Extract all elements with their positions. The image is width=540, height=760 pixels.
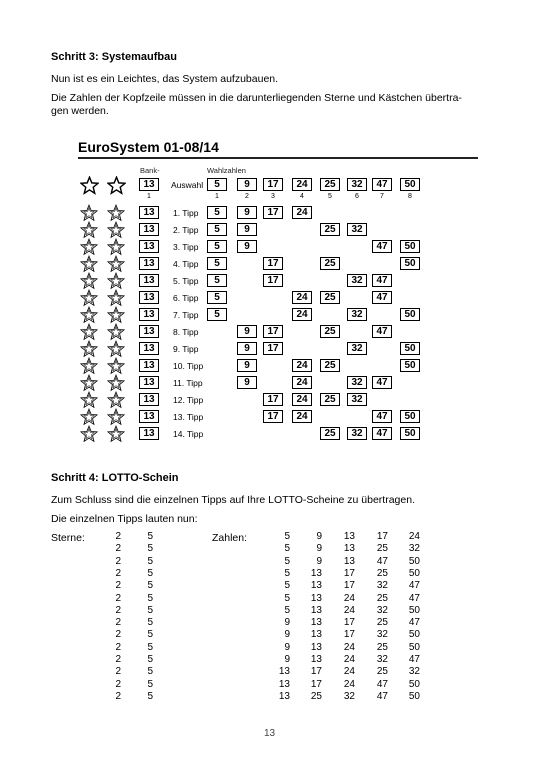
tip-star-value: 5 [147,654,153,665]
tip-star-value: 2 [115,678,121,690]
row-star-icon [80,204,98,222]
row-star-icon [107,204,125,222]
row-star-icon [107,391,125,409]
tipp-number-box: 9 [237,206,257,219]
row-star-icon [80,272,98,290]
tipp-number-box: 47 [372,427,392,440]
tip-number-value: 32 [408,666,420,678]
tip-number-value: 17 [310,678,322,690]
tipp-label: 12. Tipp [173,395,204,405]
tipp-number-box: 5 [207,257,227,270]
row-bank-box: 13 [139,308,159,321]
row-star-icon [80,425,98,443]
row-star-icon [80,238,98,256]
wahlzahlen-label: Wahlzahlen [207,166,246,175]
bank-index: 1 [147,193,151,200]
tipp-number-box: 17 [263,325,283,338]
tip-number-value: 13 [278,666,290,678]
tip-number-value: 32 [408,543,420,555]
tip-number-value: 47 [408,592,420,604]
tipp-number-box: 17 [263,410,283,423]
tip-number-value: 50 [408,641,420,653]
tip-number-value: 50 [408,604,420,616]
row-star-icon [80,408,98,426]
tip-number-value: 5 [284,543,290,555]
tipp-number-box: 17 [263,393,283,406]
row-star-icon [80,306,98,324]
row-star-icon [107,323,125,341]
tip-star-value: 2 [115,604,121,616]
tipp-number-box: 24 [292,359,312,372]
tipp-number-box: 5 [207,223,227,236]
row-bank-box: 13 [139,325,159,338]
row-star-icon [80,357,98,375]
system-title: EuroSystem 01-08/14 [78,139,219,155]
tip-number-value: 32 [376,580,388,592]
row-bank-box: 13 [139,427,159,440]
tipp-number-box: 9 [237,376,257,389]
tip-star-value: 2 [115,641,121,653]
tip-number-value: 24 [343,604,355,616]
tipp-number-box: 9 [237,325,257,338]
tip-star-value: 2 [115,690,121,702]
tipp-number-box: 25 [320,393,340,406]
header-star-icon [80,176,99,195]
tipp-number-box: 17 [263,274,283,287]
tip-number-value: 32 [376,629,388,641]
tip-number-value: 50 [408,690,420,702]
tipp-number-box: 5 [207,240,227,253]
tip-star-value: 2 [115,654,121,665]
tip-number-value: 5 [284,580,290,592]
tipp-label: 9. Tipp [173,344,199,354]
tip-number-value: 24 [343,654,355,665]
tip-number-value: 47 [408,654,420,665]
tipp-number-box: 47 [372,325,392,338]
tipp-number-box: 50 [400,308,420,321]
tip-star-value: 2 [115,666,121,678]
row-star-icon [80,391,98,409]
tip-number-value: 13 [343,531,355,542]
header-bank-box: 13 [139,178,159,191]
tip-number-value: 47 [376,555,388,567]
tip-number-value: 17 [343,629,355,641]
tipp-number-box: 24 [292,376,312,389]
tipp-label: 4. Tipp [173,259,199,269]
tipp-number-box: 25 [320,257,340,270]
tip-star-value: 2 [115,617,121,629]
tip-star-value: 2 [115,555,121,567]
step4-paragraph-2: Die einzelnen Tipps lauten nun: [51,513,198,525]
tipp-number-box: 32 [347,427,367,440]
tip-star-value: 5 [147,543,153,555]
tipp-number-box: 50 [400,410,420,423]
tip-number-value: 24 [343,678,355,690]
tipp-number-box: 17 [263,206,283,219]
tip-star-value: 2 [115,531,121,542]
column-index: 1 [215,193,219,200]
tip-number-value: 9 [316,531,322,542]
tipp-number-box: 9 [237,240,257,253]
step3-paragraph-2-line2: gen werden. [51,105,109,117]
tipp-number-box: 32 [347,223,367,236]
tip-number-value: 5 [284,592,290,604]
row-star-icon [107,255,125,273]
tip-number-value: 32 [376,654,388,665]
row-star-icon [107,221,125,239]
tip-star-value: 5 [147,678,153,690]
step3-heading: Schritt 3: Systemaufbau [51,51,177,63]
tip-number-value: 13 [343,555,355,567]
row-star-icon [80,323,98,341]
tipp-number-box: 47 [372,240,392,253]
tip-number-value: 17 [343,617,355,629]
tip-number-value: 13 [310,641,322,653]
tip-number-value: 5 [284,567,290,579]
tipp-number-box: 5 [207,308,227,321]
tipp-number-box: 5 [207,274,227,287]
tip-number-value: 9 [284,629,290,641]
tipp-number-box: 24 [292,206,312,219]
tipp-label: 10. Tipp [173,361,204,371]
tip-number-value: 5 [284,531,290,542]
tip-star-value: 5 [147,567,153,579]
tip-star-value: 5 [147,617,153,629]
tip-number-value: 25 [310,690,322,702]
tipp-number-box: 32 [347,342,367,355]
row-bank-box: 13 [139,393,159,406]
row-bank-box: 13 [139,223,159,236]
tip-number-value: 5 [284,604,290,616]
tipp-number-box: 50 [400,257,420,270]
row-bank-box: 13 [139,240,159,253]
row-star-icon [107,272,125,290]
tip-number-value: 9 [284,654,290,665]
tip-number-value: 9 [316,543,322,555]
tip-number-value: 47 [408,617,420,629]
column-index: 7 [380,193,384,200]
tipp-label: 6. Tipp [173,293,199,303]
tipp-number-box: 17 [263,257,283,270]
row-star-icon [107,425,125,443]
tip-star-value: 5 [147,592,153,604]
row-bank-box: 13 [139,410,159,423]
tip-star-value: 5 [147,604,153,616]
column-index: 5 [328,193,332,200]
tipp-number-box: 9 [237,342,257,355]
row-star-icon [80,340,98,358]
tip-star-value: 2 [115,592,121,604]
row-star-icon [107,340,125,358]
tip-number-value: 13 [310,654,322,665]
tipp-number-box: 25 [320,359,340,372]
tipp-label: 2. Tipp [173,225,199,235]
tipp-number-box: 50 [400,359,420,372]
tipp-number-box: 24 [292,291,312,304]
tip-number-value: 13 [310,604,322,616]
tipp-number-box: 32 [347,393,367,406]
tip-number-value: 13 [310,629,322,641]
tip-number-value: 47 [408,580,420,592]
tip-number-value: 17 [376,531,388,542]
header-number-box: 50 [400,178,420,191]
tip-number-value: 13 [310,592,322,604]
row-star-icon [80,374,98,392]
tip-number-value: 13 [278,690,290,702]
row-star-icon [80,255,98,273]
tip-number-value: 9 [284,617,290,629]
row-star-icon [80,289,98,307]
tip-number-value: 24 [408,531,420,542]
tipp-label: 8. Tipp [173,327,199,337]
row-bank-box: 13 [139,376,159,389]
tipp-label: 1. Tipp [173,208,199,218]
tip-number-value: 9 [316,555,322,567]
header-number-box: 47 [372,178,392,191]
tip-number-value: 25 [376,617,388,629]
tip-number-value: 25 [376,592,388,604]
column-index: 2 [245,193,249,200]
tip-number-value: 17 [343,567,355,579]
tipp-number-box: 32 [347,274,367,287]
row-star-icon [107,238,125,256]
tipp-number-box: 9 [237,359,257,372]
tipp-number-box: 17 [263,342,283,355]
step3-paragraph-2-line1: Die Zahlen der Kopfzeile müssen in die darunterliegenden Sterne und Kästchen übertra- [51,92,462,104]
column-index: 4 [300,193,304,200]
tipp-number-box: 5 [207,206,227,219]
tipp-number-box: 25 [320,325,340,338]
tip-number-value: 13 [343,543,355,555]
tip-number-value: 25 [376,666,388,678]
step4-paragraph-1: Zum Schluss sind die einzelnen Tipps auf Ihre LOTTO-Scheine zu übertragen. [51,494,415,506]
header-number-box: 9 [237,178,257,191]
tip-number-value: 47 [376,690,388,702]
tip-star-value: 5 [147,666,153,678]
tip-star-value: 5 [147,690,153,702]
tip-star-value: 5 [147,555,153,567]
column-index: 3 [271,193,275,200]
tipp-number-box: 32 [347,308,367,321]
row-star-icon [107,357,125,375]
tipp-label: 7. Tipp [173,310,199,320]
tip-star-value: 2 [115,543,121,555]
tip-number-value: 25 [376,641,388,653]
tip-star-value: 5 [147,531,153,542]
tipp-number-box: 50 [400,342,420,355]
tip-number-value: 32 [376,604,388,616]
tipp-number-box: 25 [320,223,340,236]
tip-number-value: 13 [310,617,322,629]
tipp-label: 14. Tipp [173,429,204,439]
tip-number-value: 24 [343,641,355,653]
header-number-box: 32 [347,178,367,191]
bank-label: Bank- [140,166,160,175]
header-number-box: 17 [263,178,283,191]
tip-star-value: 5 [147,641,153,653]
tipp-number-box: 47 [372,410,392,423]
tip-number-value: 47 [376,678,388,690]
tip-number-value: 50 [408,678,420,690]
page-number: 13 [264,728,276,739]
tipp-label: 13. Tipp [173,412,204,422]
tip-star-value: 5 [147,629,153,641]
tipp-number-box: 25 [320,291,340,304]
tip-number-value: 50 [408,629,420,641]
header-number-box: 25 [320,178,340,191]
tip-number-value: 24 [343,666,355,678]
column-index: 6 [355,193,359,200]
tip-star-value: 2 [115,580,121,592]
tip-star-value: 5 [147,580,153,592]
tip-number-value: 13 [310,580,322,592]
tip-number-value: 25 [376,567,388,579]
tip-number-value: 50 [408,567,420,579]
tip-number-value: 17 [343,580,355,592]
tipp-number-box: 47 [372,291,392,304]
tipp-number-box: 9 [237,223,257,236]
tip-number-value: 50 [408,555,420,567]
tipp-number-box: 5 [207,291,227,304]
row-star-icon [107,408,125,426]
row-star-icon [107,374,125,392]
header-star-icon [107,176,126,195]
row-bank-box: 13 [139,206,159,219]
row-bank-box: 13 [139,359,159,372]
tip-number-value: 17 [310,666,322,678]
step3-paragraph-1: Nun ist es ein Leichtes, das System aufzubauen. [51,73,279,85]
tip-number-value: 25 [376,543,388,555]
tip-star-value: 2 [115,629,121,641]
zahlen-label: Zahlen: [212,532,248,544]
tipp-label: 11. Tipp [173,378,203,388]
tipp-number-box: 24 [292,410,312,423]
tip-number-value: 5 [284,555,290,567]
tip-number-value: 13 [278,678,290,690]
header-number-box: 5 [207,178,227,191]
header-number-box: 24 [292,178,312,191]
step4-heading: Schritt 4: LOTTO-Schein [51,472,179,484]
row-bank-box: 13 [139,291,159,304]
auswahl-label: Auswahl [171,180,204,190]
tipp-number-box: 24 [292,393,312,406]
tipp-number-box: 25 [320,427,340,440]
tipp-number-box: 32 [347,376,367,389]
tip-number-value: 9 [284,641,290,653]
row-star-icon [80,221,98,239]
row-star-icon [107,306,125,324]
tip-number-value: 32 [343,690,355,702]
tip-number-value: 24 [343,592,355,604]
tip-number-value: 13 [310,567,322,579]
tipp-label: 5. Tipp [173,276,199,286]
tipp-number-box: 50 [400,427,420,440]
tipp-number-box: 50 [400,240,420,253]
row-star-icon [107,289,125,307]
row-bank-box: 13 [139,274,159,287]
column-index: 8 [408,193,412,200]
tipp-number-box: 47 [372,376,392,389]
tipp-number-box: 47 [372,274,392,287]
tip-star-value: 2 [115,567,121,579]
tipp-number-box: 24 [292,308,312,321]
row-bank-box: 13 [139,342,159,355]
sterne-label: Sterne: [51,532,85,544]
row-bank-box: 13 [139,257,159,270]
title-rule [78,157,478,159]
tipp-label: 3. Tipp [173,242,199,252]
